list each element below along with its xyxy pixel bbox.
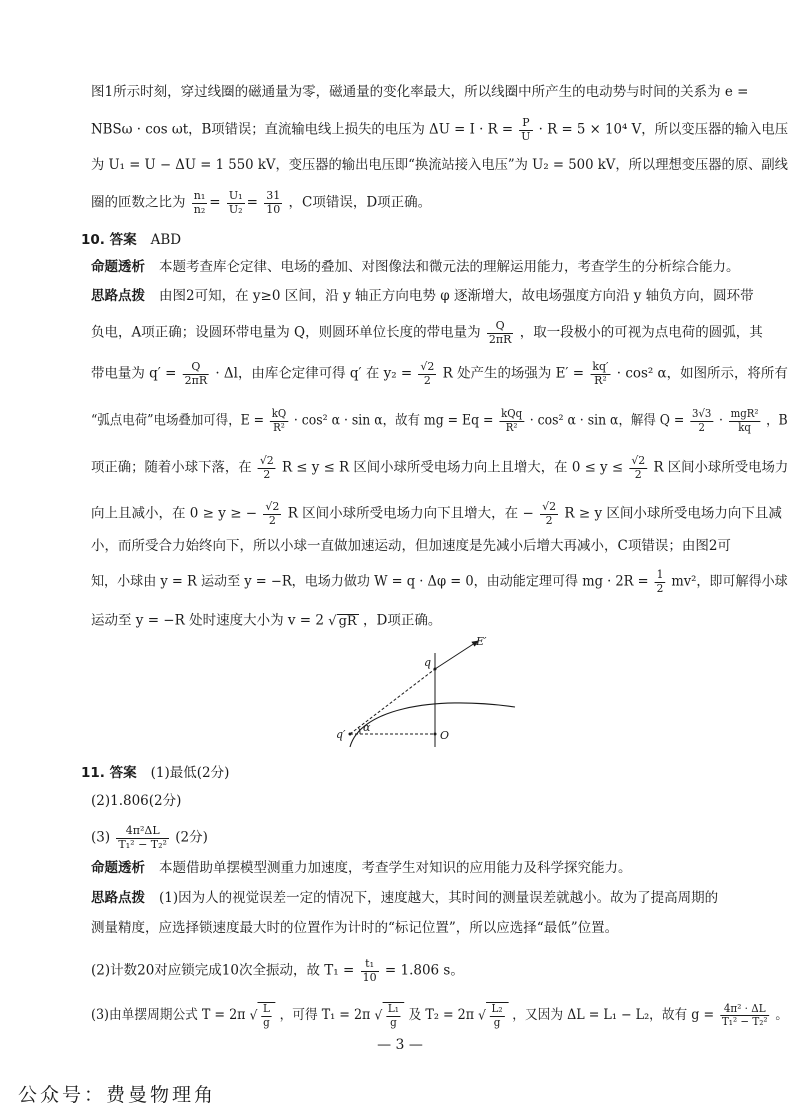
fraction [227,190,245,216]
radical: √ $\frac{L}{g}$ [250,1002,276,1029]
q11-line-2: 测量精度，应选择锁速度最大时的位置作为计时的“标记位置”，所以应选择“最低”位置。 [91,920,619,936]
intent-text: 本题借助单摆模型测重力加速度，考查学生对知识的应用能力及科学探究能力。 [159,860,632,876]
q11-answer-3 [91,825,208,851]
label-q: q [424,656,432,669]
fraction [386,1003,401,1029]
fraction [655,569,666,595]
frac-num: 4π² · ΔL [720,1003,769,1017]
frac-num: kQq [501,407,523,420]
text: · cos² α，如图所示，将所有 [616,365,788,382]
answer-label: 11. 答案 [81,765,137,781]
frac-den: g [390,1015,397,1029]
frac-den: 2 [634,467,642,481]
frac-den: 2 [423,373,431,387]
label-alpha: α [363,721,371,734]
text: ，D项正确。 [363,612,442,629]
q9-line-2 [91,117,788,143]
frac-num: t₁ [361,958,379,972]
frac-num: Q [183,361,209,375]
frac-num: 1 [656,568,664,581]
text: 圈的匝数之比为 [91,194,186,211]
text: ，取一段极小的可视为点电荷的圆弧，其 [519,324,763,341]
fraction [519,117,532,143]
frac-num: 31 [266,189,281,202]
answer-label: 10. 答案 [81,232,137,248]
text: · cos² α · sin α，故有 mg = Eq = [293,412,494,429]
text: · Δl，由库仑定律可得 q′ 在 y₂ = [215,365,413,382]
text: (2)计数20对应锁完成10次全振动，故 T₁ = [91,962,355,979]
fraction [270,408,288,434]
text: ，可得 T₁ = 2π [279,1007,371,1024]
text: 运动至 y = −R 处时速度大小为 v = 2 [91,612,324,629]
text: · [719,412,723,429]
fraction [629,455,647,481]
text: ，B [766,412,788,429]
field-diagram [300,635,520,750]
fraction [116,825,169,851]
q10-line-9 [91,614,441,628]
fraction [183,361,209,387]
text: 带电量为 q′ = [91,365,177,382]
frac-num: 4π²ΔL [116,825,169,839]
intent-label: 命题透析 [91,860,145,876]
intent-text: 本题考查库仑定律、电场的叠加、对图像法和微元法的理解运用能力，考查学生的分析综合能力。 [159,259,740,275]
fraction [264,190,282,216]
text: “弧点电荷”电场叠加可得，E = [91,412,265,429]
fraction [690,408,713,434]
fraction [490,1003,505,1029]
text: 向上且减小，在 0 ≥ y ≥ − [91,505,258,522]
q10-line-2 [91,320,763,346]
think-label: 思路点拨 [91,288,145,304]
frac-num: L₂ [491,1002,503,1015]
radical: √ $\frac{\text{L₁}}{g}$ [374,1002,404,1029]
q9-line-1: 图1所示时刻，穿过线圈的磁通量为零，磁通量的变化率最大，所以线圈中所产生的电动势与时间的关系为 e = [91,84,749,100]
q10-line-6 [91,501,782,527]
text: R 处产生的场强为 E′ = [442,365,585,382]
text: ，C项错误，D项正确。 [288,194,432,211]
frac-num: L [263,1002,270,1015]
frac-den: 10 [266,202,281,216]
q11-line-1 [91,892,718,906]
fraction [487,320,514,346]
frac-num: mgR² [730,407,759,420]
q10-answer [81,234,181,248]
field-vector-arrow [435,641,478,669]
text: (3) [91,829,111,846]
fraction [720,1003,769,1029]
fraction [540,501,558,527]
q9-line-3: 为 U₁ = U − ΔU = 1 550 kV，变压器的输出电压即“换流站接入电压”为 U₂ = 500 kV，所以理想变压器的原、副线 [91,157,788,173]
text: · R = 5 × 10⁴ V，所以变压器的输入电压 [538,121,789,138]
think-label: 思路点拨 [91,890,145,906]
frac-den: U [521,129,531,143]
frac-den: g [263,1015,270,1029]
label-O: O [440,729,450,742]
frac-den: n₂ [193,202,206,216]
q11-line-3 [91,958,464,984]
frac-den: g [493,1015,501,1029]
text: = 1.806 s。 [384,962,464,979]
footer-watermark: 公众号：费曼物理角 [18,1084,217,1106]
intent-label: 命题透析 [91,259,145,275]
q11-answer [81,767,229,781]
answer-value: ABD [150,232,182,248]
text: mv²，即可解得小球 [671,573,788,590]
text: (3)由单摆周期公式 T = 2π [91,1007,246,1024]
q11-answer-2: (2)1.806(2分) [91,793,182,809]
text: ，又因为 ΔL = L₁ − L₂，故有 g = [512,1007,715,1024]
frac-num: √2 [265,500,280,513]
frac-num: n₁ [193,189,206,202]
frac-den: 2πR [488,332,512,346]
label-qprime: q′ [336,728,346,741]
frac-den: 2 [656,581,664,595]
frac-den: U₂ [228,202,243,216]
q11-intent [91,862,632,876]
frac-num: √2 [259,454,274,467]
text: 项正确；随着小球下落，在 [91,459,252,476]
radicand: gR [338,614,357,629]
frac-num: √2 [631,454,646,467]
text: 负电，A项正确；设圆环带电量为 Q，则圆环单位长度的带电量为 [91,324,481,341]
frac-den: T₁² − T₂² [118,837,167,851]
frac-num: P [519,117,532,131]
frac-den: 2 [268,513,276,527]
frac-num: L₁ [387,1002,399,1015]
text: (2分) [175,829,208,846]
frac-num: √2 [420,360,435,373]
charge-q-dot [434,668,437,671]
text: 知，小球由 y = R 运动至 y = −R，电场力做功 W = q · Δφ = 0，由动能定理可得 mg · 2R = [91,573,649,590]
frac-den: 2 [698,420,705,434]
radical: √ $\frac{\text{L₂}}{g}$ [478,1002,508,1029]
q10-line-3 [91,361,788,387]
text: R 区间小球所受电场力向下且增大，在 − [287,505,534,522]
charge-qprime-dot [349,733,352,736]
text: R ≥ y 区间小球所受电场力向下且减 [564,505,782,522]
fraction [261,1003,272,1029]
origin-dot [434,733,437,736]
frac-den: R² [594,373,607,387]
answer-1: (1)最低(2分) [150,765,230,781]
fraction [418,361,436,387]
fraction [258,455,276,481]
frac-num: Q [487,320,514,334]
frac-den: R² [505,420,518,434]
frac-den: T₁² − T₂² [721,1015,768,1029]
fraction [590,361,610,387]
label-E: E′ [476,635,487,648]
frac-num: kq′ [592,360,609,373]
frac-den: 2 [545,513,553,527]
radical: √ gR [328,614,357,629]
frac-num: 3√3 [691,407,712,420]
frac-num: √2 [542,500,557,513]
frac-den: 2πR [184,373,208,387]
text: 及 T₂ = 2π [408,1007,475,1024]
q10-line-1 [91,290,754,304]
text: 由图2可知，在 y≥0 区间，沿 y 轴正方向电势 φ 逐渐增大，故电场强度方向沿 y 轴负方向，圆环带 [159,288,754,304]
fraction [499,408,524,434]
fraction [263,501,281,527]
text: NBSω · cos ωt，B项错误；直流输电线上损失的电压为 ΔU = I · R = [91,121,514,138]
frac-den: kq [738,420,751,434]
fraction [729,408,761,434]
text: R ≤ y ≤ R 区间小球所受电场力向上且增大，在 0 ≤ y ≤ [281,459,624,476]
ring-arc [350,703,515,747]
q10-line-4 [91,408,788,434]
page-number: — 3 — [377,1037,423,1053]
text: · cos² α · sin α，解得 Q = [529,412,685,429]
q9-line-4: 圈的匝数之比为 $\frac{\text{n₁}}{\text{n₂}}$ = $\frac{\text{U₁}}{\text{U₂}}$ = $\frac{31}{10}$ ，C项错误，D项正确。 [91,189,432,216]
fraction [192,190,208,216]
frac-num: kQ [271,407,287,420]
q11-line-4 [91,1002,788,1029]
text: (1)因为人的视觉误差一定的情况下，速度越大，其时间的测量误差就越小。故为了提高周期的 [159,890,719,906]
q10-intent [91,261,740,275]
frac-den: R² [273,420,285,434]
q10-line-5 [91,455,788,481]
fraction [361,958,379,984]
q10-line-8 [91,569,788,595]
q10-line-7: 小，而所受合力始终向下，所以小球一直做加速运动，但加速度是先减小后增大再减小，C项错误；由图2可 [91,538,731,554]
frac-num: U₁ [228,189,243,202]
frac-den: 2 [263,467,271,481]
frac-den: 10 [362,970,377,984]
text: 。 [775,1007,789,1024]
text: R 区间小球所受电场力 [653,459,789,476]
